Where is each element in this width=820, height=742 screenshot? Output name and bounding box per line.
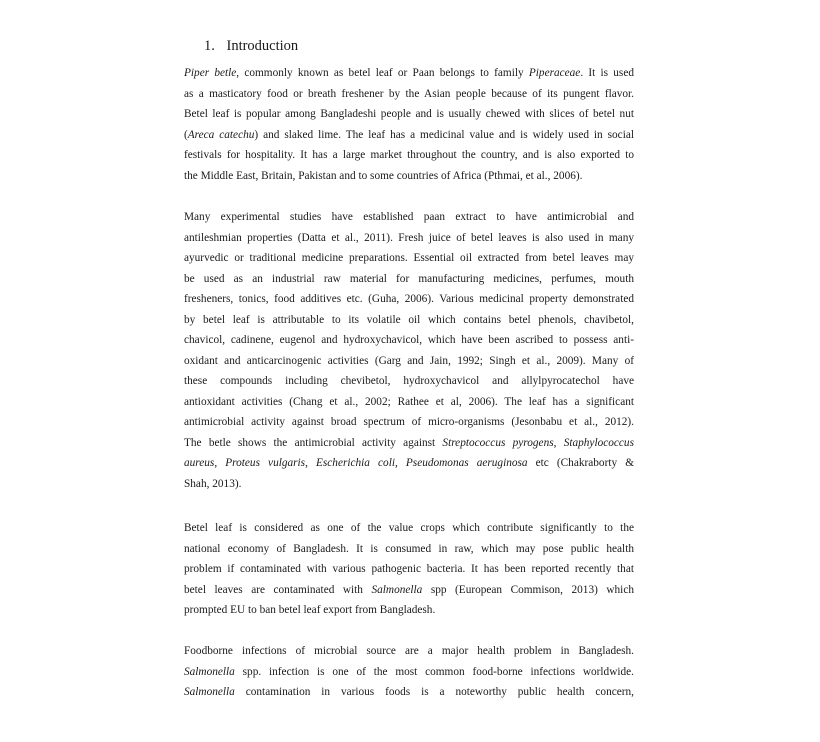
text-run: be used as an industrial raw material for manufacturing medicines, perfumes, mouth <box>184 272 634 285</box>
text-line <box>184 662 634 683</box>
text-run: as a masticatory food or breath freshener by the Asian people because of its pungent flavor. <box>184 87 634 100</box>
paragraph-1 <box>184 63 634 186</box>
text-line <box>184 145 634 166</box>
text-line <box>184 412 634 433</box>
text-line <box>184 682 634 703</box>
text-run: Betel leaf is popular among Bangladeshi people and is usually chewed with slices of betel nut <box>184 108 634 120</box>
text-run: festivals for hospitality. It has a large market throughout the country, and is also exported to <box>184 149 634 161</box>
text-run: prompted EU to ban betel leaf export from Bangladesh. <box>184 604 436 616</box>
text-line <box>184 289 634 310</box>
text-line <box>184 559 634 580</box>
italic-text: Streptococcus pyrogens <box>442 436 554 449</box>
text-run: betel leaves are contaminated with <box>184 583 372 596</box>
text-line <box>184 330 634 351</box>
text-run: Many experimental studies have established paan extract to have antimicrobial and <box>184 211 634 223</box>
italic-text: Pseudomonas aeruginosa <box>405 457 528 469</box>
text-line <box>184 63 634 84</box>
italic-text: Piper betle <box>184 67 237 79</box>
text-line <box>184 453 634 474</box>
text-line <box>184 641 634 662</box>
italic-text: Salmonella <box>184 665 235 678</box>
text-run: these compounds including chevibetol, hydroxychavicol and allylpyrocatechol have <box>184 375 634 387</box>
text-line <box>184 248 634 269</box>
text-line <box>184 125 634 146</box>
text-line <box>184 104 634 125</box>
text-run: ayurvedic or traditional medicine preparations. Essential oil extracted from betel leaves may <box>184 252 634 264</box>
text-line <box>184 84 634 105</box>
italic-text: Proteus vulgaris <box>225 457 306 469</box>
text-run: by betel leaf is attributable to its volatile oil which contains betel phenols, chavibetol, <box>184 313 634 326</box>
text-line <box>184 433 634 454</box>
paragraph-4 <box>184 641 634 703</box>
text-line <box>184 371 634 392</box>
text-run: The betle shows the antimicrobial activity against <box>184 436 443 449</box>
text-run: , <box>214 457 226 469</box>
text-run: contamination in various foods is a noteworthy public health concern, <box>234 686 634 698</box>
italic-text: aureus <box>184 457 215 469</box>
text-run: ) and slaked lime. The leaf has a medicinal value and is widely used in social <box>254 128 634 141</box>
text-line <box>184 310 634 331</box>
section-title: Introduction <box>226 38 299 54</box>
text-run: problem if contaminated with various pathogenic bacteria. It has been reported recently that <box>184 563 634 575</box>
text-run: antileshmian properties (Datta et al., 2011). Fresh juice of betel leaves is also used in many <box>184 231 634 244</box>
text-run: spp. infection is one of the most common food-borne infections worldwide. <box>234 665 634 678</box>
section-number: 1. <box>204 38 215 54</box>
text-line <box>184 580 634 601</box>
text-line <box>184 474 634 495</box>
text-line <box>184 351 634 372</box>
text-line <box>184 269 634 290</box>
italic-text: Staphylococcus <box>563 436 634 449</box>
text-run: Foodborne infections of microbial source are a major health problem in Bangladesh. <box>184 645 634 657</box>
text-line <box>184 600 634 621</box>
paragraph-2 <box>184 207 634 494</box>
text-line <box>184 518 634 539</box>
text-line <box>184 228 634 249</box>
text-run: , <box>305 457 316 469</box>
text-line <box>184 392 634 413</box>
text-run: the Middle East, Britain, Pakistan and to some countries of Africa (Pthmai, et al., 2006). <box>184 169 583 182</box>
text-run: fresheners, tonics, food additives etc. (Guha, 2006). Various medicinal property demonstrated <box>184 293 634 305</box>
paragraph-3 <box>184 518 634 621</box>
text-run: oxidant and anticarcinogenic activities (Garg and Jain, 1992; Singh et al., 2009). Many of <box>184 354 634 367</box>
text-run: antioxidant activities (Chang et al., 2002; Rathee et al, 2006). The leaf has a significant <box>184 395 634 408</box>
text-line <box>184 539 634 560</box>
italic-text: Areca catechu <box>187 128 255 141</box>
text-run: chavicol, cadinene, eugenol and hydroxychavicol, which have been ascribed to possess anti- <box>184 334 634 346</box>
text-run: ( <box>184 128 188 141</box>
italic-text: Salmonella <box>184 686 235 698</box>
text-run: , commonly known as betel leaf or Paan belongs to family <box>236 67 529 79</box>
text-run: etc (Chakraborty & <box>527 457 634 469</box>
text-run: , <box>394 457 406 469</box>
text-run: antimicrobial activity against broad spectrum of micro-organisms (Jesonbabu et al., 2012). <box>184 416 634 428</box>
text-run: spp (European Commison, 2013) which <box>422 583 634 596</box>
section-heading <box>204 37 298 55</box>
text-line <box>184 207 634 228</box>
text-run: Shah, 2013). <box>184 477 242 490</box>
text-line <box>184 166 634 187</box>
italic-text: Salmonella <box>371 583 423 596</box>
text-run: national economy of Bangladesh. It is consumed in raw, which may pose public health <box>184 542 634 555</box>
text-run: Betel leaf is considered as one of the value crops which contribute significantly to the <box>184 522 634 534</box>
text-run: . It is used <box>580 67 634 79</box>
italic-text: Escherichia coli <box>316 457 395 469</box>
text-run: , <box>553 436 564 449</box>
italic-text: Piperaceae <box>528 67 581 79</box>
